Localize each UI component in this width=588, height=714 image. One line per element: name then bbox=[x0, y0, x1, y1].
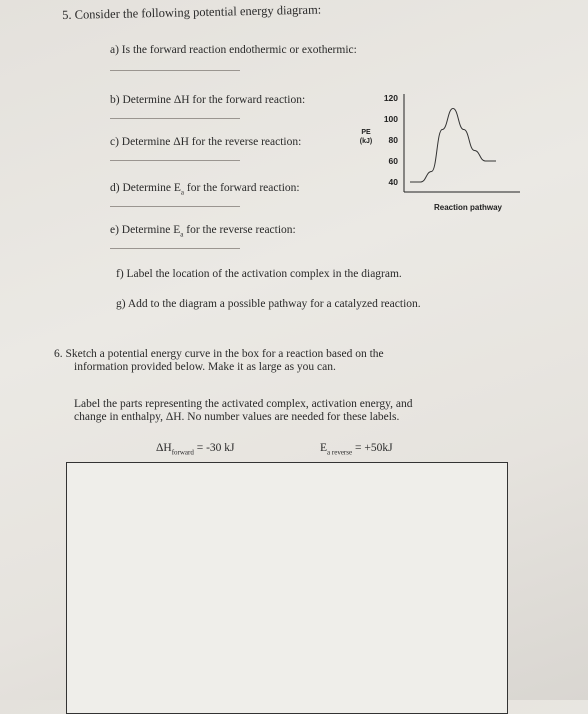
question-5b: b) Determine ΔH for the forward reaction: bbox=[110, 94, 306, 106]
delta-h-prefix: ΔH bbox=[156, 442, 172, 454]
delta-h-value: = -30 kJ bbox=[193, 442, 235, 454]
y-tick-label: 60 bbox=[388, 156, 398, 166]
question-5f: f) Label the location of the activation complex in the diagram. bbox=[116, 268, 402, 280]
reaction-curve bbox=[410, 109, 496, 183]
y-tick-label: 80 bbox=[388, 135, 398, 145]
question-5d-sub: a bbox=[180, 188, 184, 197]
question-6-label-line-2: change in enthalpy, ΔH. No number values are needed for these labels. bbox=[74, 411, 400, 423]
question-5a: a) Is the forward reaction endothermic or exothermic: bbox=[110, 44, 357, 56]
y-tick-label: 100 bbox=[383, 114, 398, 124]
y-axis-label-kj: (kJ) bbox=[359, 138, 373, 145]
y-tick-label: 40 bbox=[388, 177, 398, 187]
question-6-line-2: information provided below. Make it as large as you can. bbox=[74, 361, 336, 373]
delta-h-forward bbox=[156, 442, 235, 459]
ea-prefix: E bbox=[320, 442, 328, 454]
question-5d-suffix: for the forward reaction: bbox=[184, 182, 300, 194]
ea-sub: a reverse bbox=[327, 448, 353, 457]
y-tick-label: 120 bbox=[383, 93, 398, 103]
question-5c: c) Determine ΔH for the reverse reaction: bbox=[110, 136, 302, 148]
answer-line-5e[interactable] bbox=[110, 248, 240, 249]
answer-line-5b[interactable] bbox=[110, 118, 240, 119]
answer-line-5a[interactable] bbox=[110, 70, 240, 71]
ea-reverse bbox=[320, 442, 393, 459]
question-5e-sub: a bbox=[180, 230, 184, 239]
question-5e bbox=[110, 224, 296, 238]
answer-line-5c[interactable] bbox=[110, 160, 240, 161]
question-5d bbox=[110, 182, 300, 196]
question-5-title: 5. Consider the following potential energy diagram: bbox=[62, 2, 322, 22]
ea-value: = +50kJ bbox=[352, 442, 393, 454]
x-axis-label: Reaction pathway bbox=[433, 203, 503, 212]
potential-energy-diagram[interactable] bbox=[348, 88, 528, 218]
question-6-line-1: 6. Sketch a potential energy curve in the box for a reaction based on the bbox=[54, 348, 384, 360]
y-tick-labels bbox=[384, 93, 398, 187]
delta-h-sub: forward bbox=[171, 448, 194, 457]
question-6-label-line-1: Label the parts representing the activated complex, activation energy, and bbox=[74, 398, 413, 410]
question-5e-suffix: for the reverse reaction: bbox=[183, 224, 296, 236]
sketch-box[interactable] bbox=[66, 462, 508, 714]
y-axis-label-pe: PE bbox=[361, 129, 371, 136]
question-5d-prefix: d) Determine E bbox=[110, 182, 181, 194]
answer-line-5d[interactable] bbox=[110, 206, 240, 207]
question-5e-prefix: e) Determine E bbox=[110, 224, 181, 236]
question-5g: g) Add to the diagram a possible pathway for a catalyzed reaction. bbox=[116, 298, 421, 310]
